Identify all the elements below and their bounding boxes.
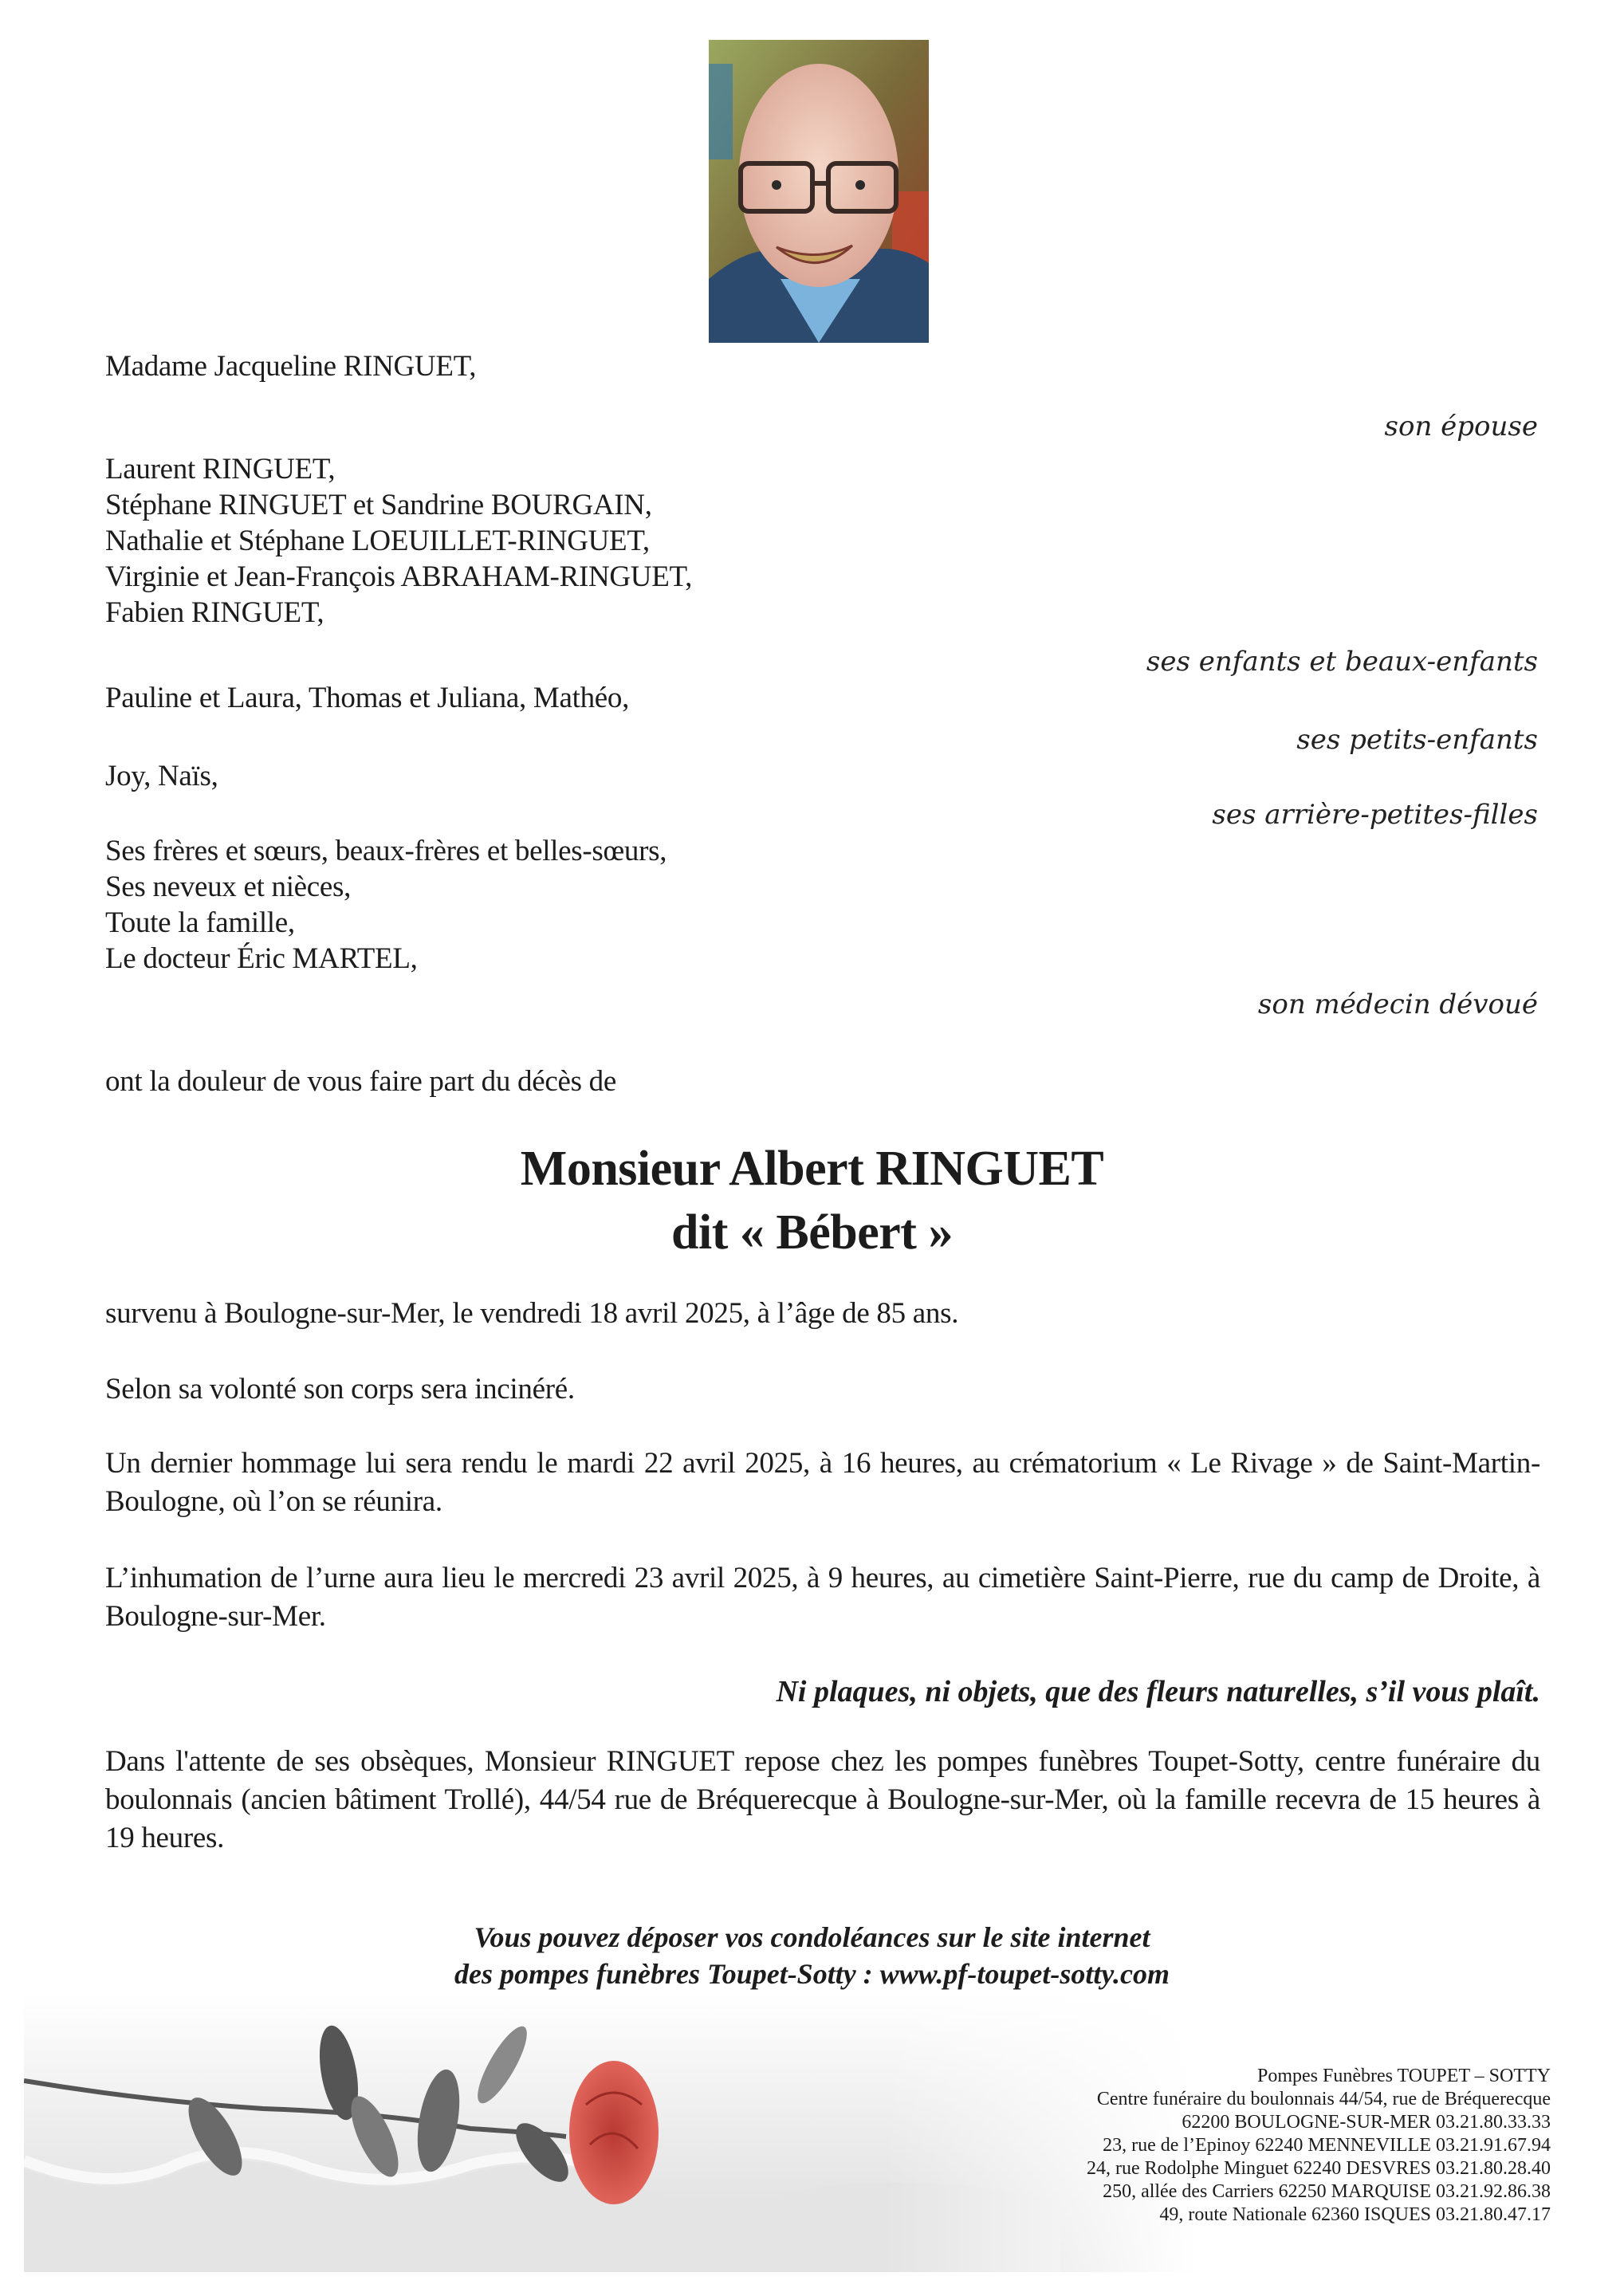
children-relation: ses enfants et beaux-enfants — [1146, 646, 1538, 678]
agency-desvres: 24, rue Rodolphe Minguet 62240 DESVRES 03.21.80.28.40 — [1087, 2158, 1551, 2179]
relatives-line: Toute la famille, — [105, 906, 295, 939]
cremation-wish: Selon sa volonté son corps sera incinéré. — [105, 1373, 575, 1406]
agency-menneville: 23, rue de l’Epinoy 62240 MENNEVILLE 03.21.91.67.94 — [1103, 2135, 1551, 2156]
funeral-home-address: Centre funéraire du boulonnais 44/54, rue de Bréquerecque — [1096, 2089, 1551, 2109]
child-name: Stéphane RINGUET et Sandrine BOURGAIN, — [105, 489, 652, 521]
portrait-photo — [709, 40, 929, 343]
grandchildren-names: Pauline et Laura, Thomas et Juliana, Mathéo, — [105, 682, 630, 714]
deceased-nickname: dit « Bébert » — [671, 1205, 953, 1260]
death-details: survenu à Boulogne-sur-Mer, le vendredi 18 avril 2025, à l’âge de 85 ans. — [105, 1297, 959, 1330]
funeral-home-name: Pompes Funèbres TOUPET – SOTTY — [1256, 2066, 1551, 2086]
great-grandchildren-names: Joy, Naïs, — [105, 760, 218, 792]
great-grandchildren-relation: ses arrière-petites-filles — [1212, 799, 1538, 831]
condolences-website-line[interactable]: des pompes funèbres Toupet-Sotty : www.pf-toupet-sotty.com — [454, 1958, 1170, 1990]
burial-details: L’inhumation de l’urne aura lieu le mercredi 23 avril 2025, à 9 heures, au cimetière Saint-Pierre, rue du camp de Droite, à Boulogne-sur-Mer. — [105, 1562, 1540, 1633]
agency-marquise: 250, allée des Carriers 62250 MARQUISE 03.21.92.86.38 — [1103, 2181, 1551, 2202]
grandchildren-relation: ses petits-enfants — [1296, 724, 1538, 756]
agency-isques: 49, route Nationale 62360 ISQUES 03.21.80.47.17 — [1159, 2204, 1551, 2225]
announcement-text: ont la douleur de vous faire part du décès de — [105, 1065, 616, 1098]
flowers-notice: Ni plaques, ni objets, que des fleurs naturelles, s’il vous plaît. — [776, 1675, 1540, 1708]
funeral-home-contacts — [1087, 2065, 1551, 2227]
child-name: Nathalie et Stéphane LOEUILLET-RINGUET, — [105, 525, 650, 557]
spouse-name: Madame Jacqueline RINGUET, — [105, 350, 477, 383]
child-name: Fabien RINGUET, — [105, 596, 324, 629]
relatives-line: Ses frères et sœurs, beaux-frères et belles-sœurs, — [105, 835, 667, 867]
doctor-name: Le docteur Éric MARTEL, — [105, 942, 418, 975]
condolences-line: Vous pouvez déposer vos condoléances sur le site internet — [474, 1921, 1150, 1953]
tribute-details: Un dernier hommage lui sera rendu le mardi 22 avril 2025, à 16 heures, au crématorium « Le Rivage » de Saint-Martin-Boulogne, où l’on se réunira. — [105, 1447, 1540, 1518]
child-name: Laurent RINGUET, — [105, 453, 336, 486]
funeral-home-city-phone: 62200 BOULOGNE-SUR-MER 03.21.80.33.33 — [1182, 2112, 1551, 2133]
spouse-relation: son épouse — [1384, 411, 1538, 442]
doctor-relation: son médecin dévoué — [1257, 989, 1538, 1020]
deceased-name: Monsieur Albert RINGUET — [520, 1142, 1104, 1196]
relatives-line: Ses neveux et nièces, — [105, 871, 352, 903]
rest-details: Dans l'attente de ses obsèques, Monsieur RINGUET repose chez les pompes funèbres Toupet-Sotty, centre funéraire du boulonnais (ancien bâtiment Trollé), 44/54 rue de Bréquerecque à Boulogne-sur-Mer, où la famille recevra de 15 heures à 19 heures. — [105, 1745, 1540, 1854]
child-name: Virginie et Jean-François ABRAHAM-RINGUET, — [105, 560, 693, 593]
